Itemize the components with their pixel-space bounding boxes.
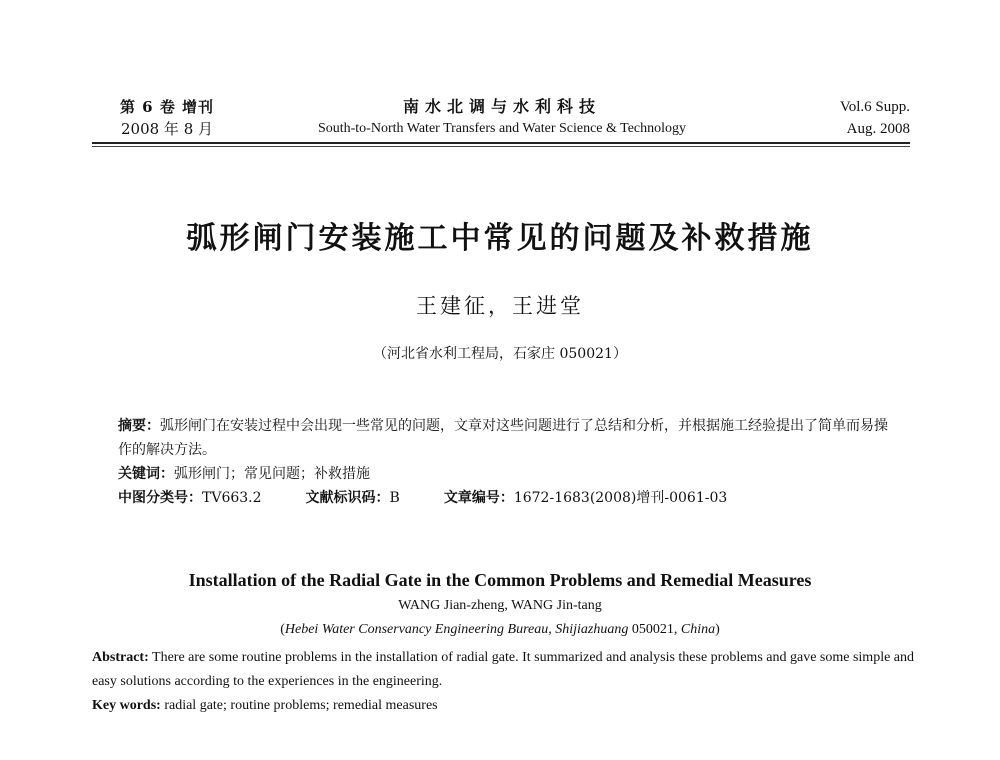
- paper-title-en: Installation of the Radial Gate in the Common Problems and Remedial Measures: [188, 570, 812, 590]
- abstract-en: [92, 646, 916, 694]
- clc-label: 中图分类号：: [118, 490, 202, 506]
- keywords-label-zh: 关键词：: [118, 466, 174, 482]
- affiliation-country-en: China: [680, 622, 716, 637]
- header-volume: 第 6 卷 增刊: [119, 98, 215, 116]
- abstract-block-en: [92, 646, 916, 718]
- article-number-value: 1672-1683(2008)增刊-0061-03: [513, 490, 728, 506]
- abstract-label-zh: 摘要：: [118, 418, 160, 434]
- article-number-label: 文章编号：: [443, 490, 514, 506]
- abstract-zh: [118, 414, 900, 462]
- affiliation-en: [0, 622, 1000, 638]
- journal-name-en: South-to-North Water Transfers and Water Science & Technology: [317, 121, 687, 136]
- keywords-label-en: Key words:: [92, 698, 161, 713]
- authors-zh: 王建征，王进堂: [416, 294, 584, 318]
- journal-header: [92, 96, 910, 146]
- keywords-en: [92, 694, 916, 718]
- doc-code-value: B: [389, 490, 400, 506]
- header-volume-en: Vol.6 Supp.: [839, 99, 910, 115]
- affiliation-close-paren: ): [715, 622, 720, 637]
- classification-line: [118, 486, 900, 510]
- keywords-text-zh: 弧形闸门；常见问题；补救措施: [174, 466, 370, 482]
- journal-name-zh: 南水北调与水利科技: [402, 97, 601, 116]
- authors-en: WANG Jian-zheng, WANG Jin-tang: [398, 598, 602, 613]
- header-journal-name: [282, 96, 722, 140]
- header-rule-thick: [92, 142, 910, 144]
- affiliation-institution-en: Hebei Water Conservancy Engineering Bureau, Shijiazhuang: [284, 622, 629, 637]
- abstract-label-en: Abstract:: [92, 650, 149, 665]
- header-rule-thin: [92, 146, 910, 147]
- header-volume-info: [92, 96, 242, 140]
- keywords-zh: [118, 462, 900, 486]
- header-volume-info-en: [770, 96, 910, 140]
- abstract-text-en: There are some routine problems in the installation of radial gate. It summarized and analysis these problems and gave some simple and easy solutions according to the experiences in the engineering.: [92, 650, 915, 689]
- affiliation-postcode-en: 050021,: [628, 622, 681, 637]
- header-date-zh: 2008 年 8 月: [120, 120, 214, 138]
- affiliation-zh: （河北省水利工程局，石家庄 050021）: [373, 346, 627, 362]
- doc-code-label: 文献标识码：: [305, 490, 390, 506]
- paper-title-zh: 弧形闸门安装施工中常见的问题及补救措施: [186, 221, 814, 256]
- clc-value: TV663.2: [202, 490, 262, 506]
- keywords-text-en: radial gate; routine problems; remedial measures: [160, 698, 438, 713]
- header-date-en: Aug. 2008: [846, 121, 910, 137]
- abstract-text-zh: 弧形闸门在安装过程中会出现一些常见的问题，文章对这些问题进行了总结和分析，并根据施工经验提出了简单而易操作的解决方法。: [118, 418, 888, 458]
- abstract-block-zh: [118, 414, 900, 510]
- affiliation-open-paren: (: [280, 622, 285, 637]
